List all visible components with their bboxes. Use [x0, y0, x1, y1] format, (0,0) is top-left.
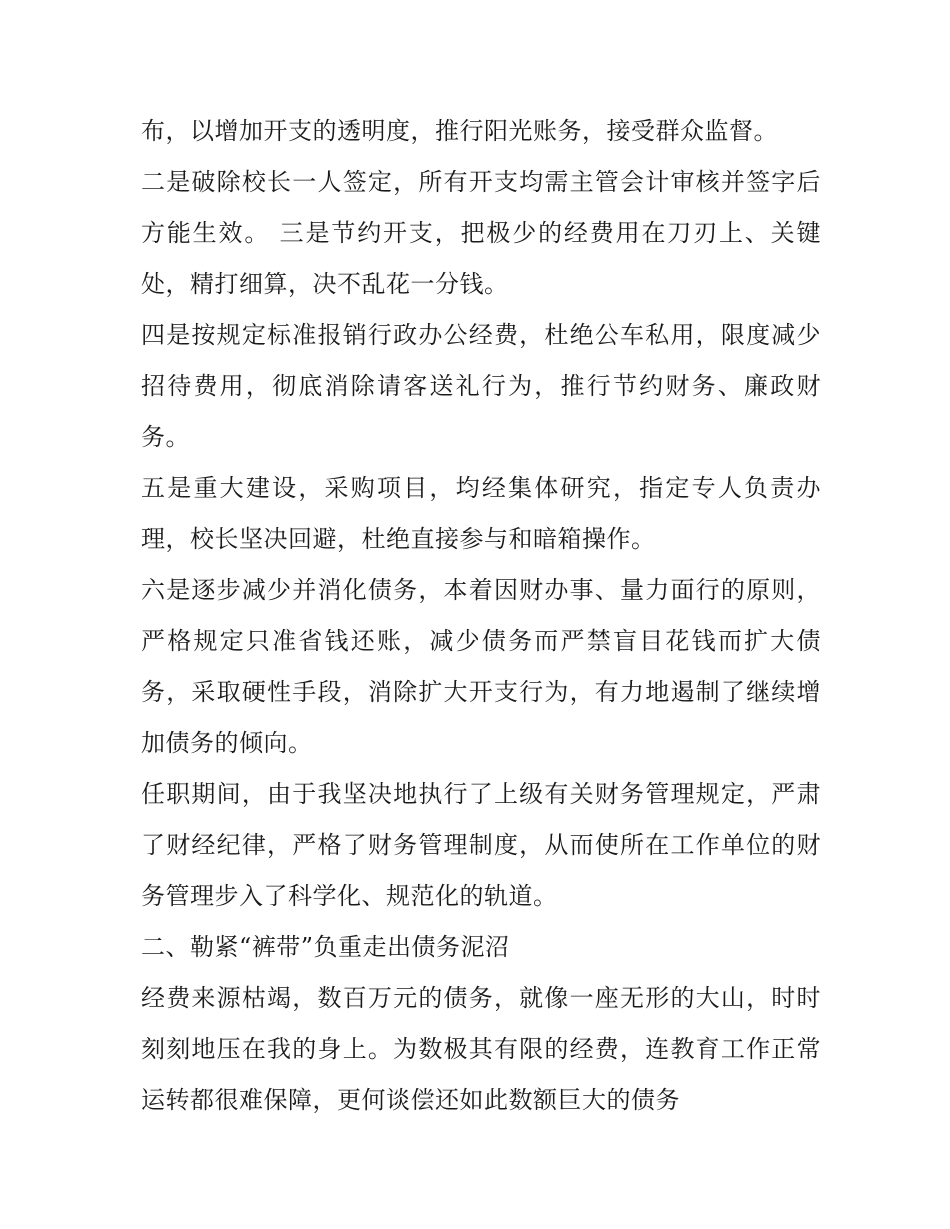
paragraph-debt-reduction: 六是逐步减少并消化债务，本着因财办事、量力面行的原则，严格规定只准省钱还账，减少债务而严禁盲目花钱而扩大债务，采取硬性手段，消除扩大开支行为，有力地遏制了继续增加债务的倾向。	[141, 576, 821, 757]
paragraph-tenure-summary: 任职期间，由于我坚决地执行了上级有关财务管理规定，严肃了财经纪律，严格了财务管理制度，从而使所在工作单位的财务管理步入了科学化、规范化的轨道。	[141, 780, 821, 910]
paragraph-major-projects: 五是重大建设，采购项目，均经集体研究，指定专人负责办理，校长坚决回避，杜绝直接参与和暗箱操作。	[141, 474, 821, 553]
paragraph-approval-and-savings: 二是破除校长一人签定，所有开支均需主管会计审核并签字后方能生效。 三是节约开支，把极少的经费用在刀刃上、关键处，精打细算，决不乱花一分钱。	[141, 168, 821, 298]
body-text	[141, 106, 821, 1126]
paragraph-office-expenses: 四是按规定标准报销行政办公经费，杜绝公车私用，限度减少招待费用，彻底消除请客送礼行为，推行节约财务、廉政财务。	[141, 321, 821, 451]
section-heading: 二、勒紧“裤带”负重走出债务泥沼	[141, 933, 510, 961]
paragraph-funding-shortage: 经费来源枯竭，数百万元的债务，就像一座无形的大山，时时刻刻地压在我的身上。为数极其有限的经费，连教育工作正常运转都很难保障，更何谈偿还如此数额巨大的债务	[141, 984, 821, 1114]
paragraph-transparency: 布，以增加开支的透明度，推行阳光账务，接受群众监督。	[141, 117, 778, 145]
